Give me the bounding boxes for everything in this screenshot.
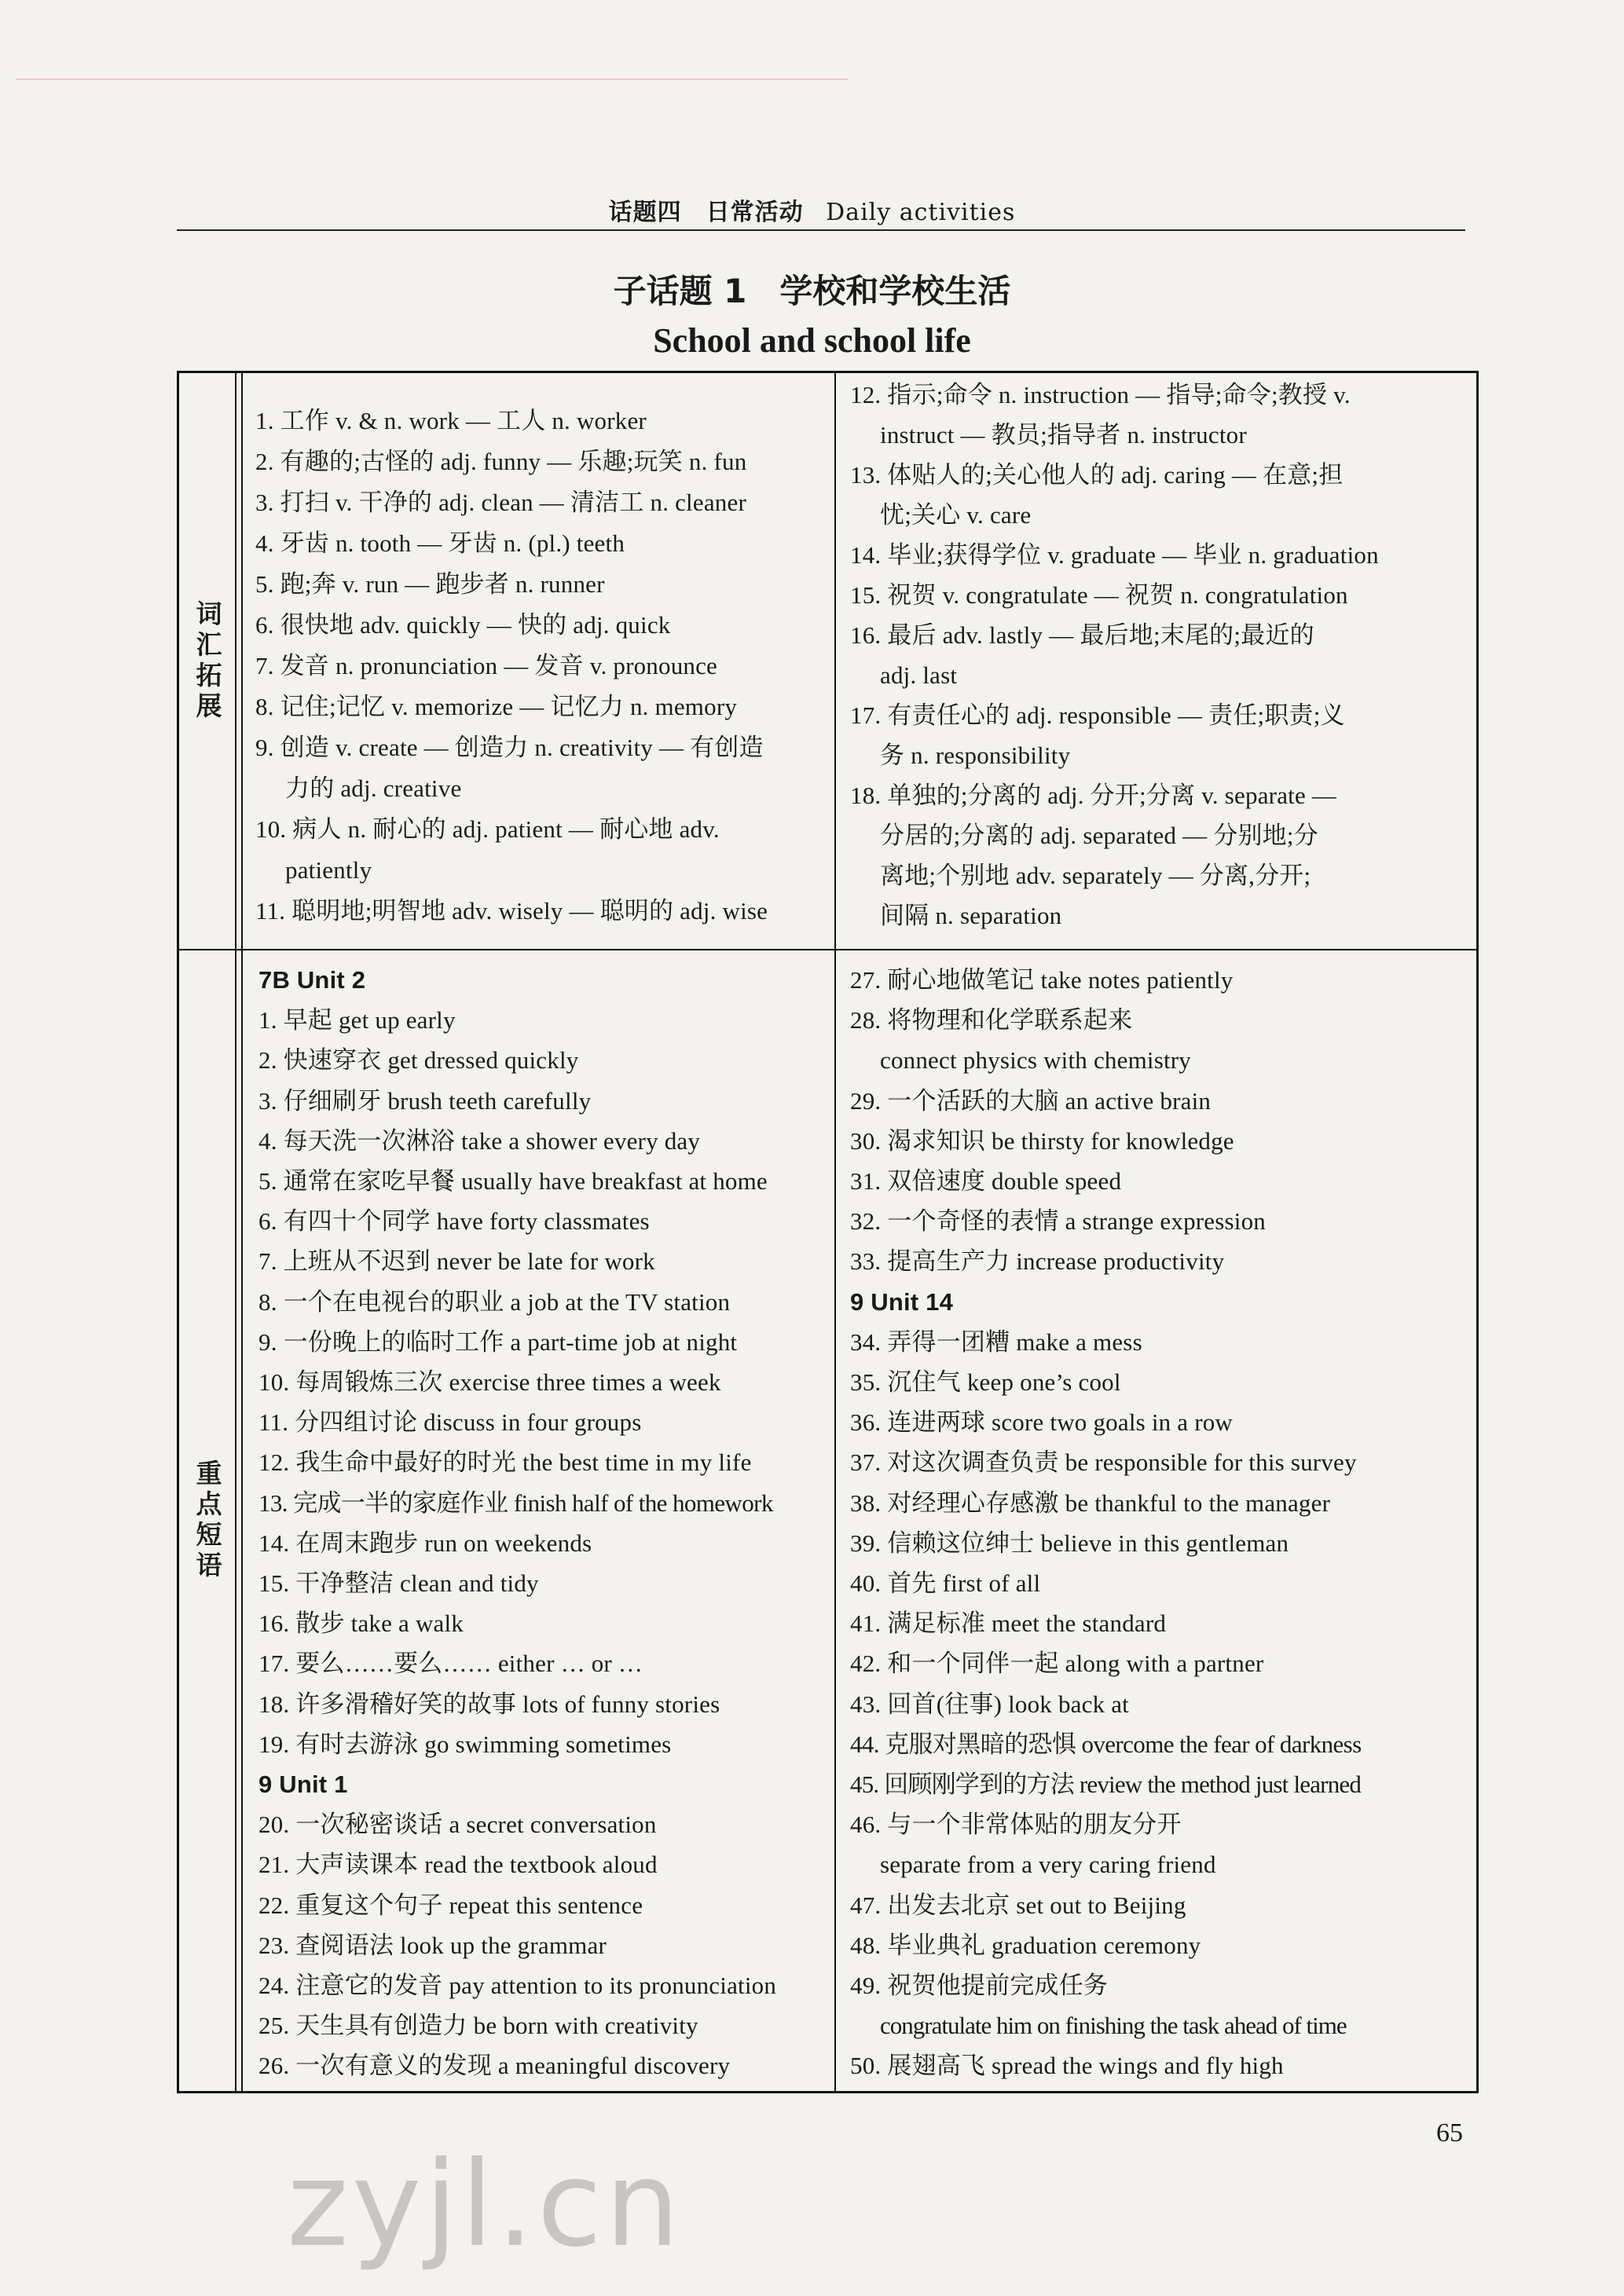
list-item: 29. 一个活跃的大脑 an active brain xyxy=(850,1086,1212,1115)
list-item: 2. 快速穿衣 get dressed quickly xyxy=(258,1046,579,1075)
list-item: 30. 渴求知识 be thirsty for knowledge xyxy=(850,1126,1234,1155)
list-item: 14. 在周末跑步 run on weekends xyxy=(258,1529,592,1557)
list-item: 15. 干净整洁 clean and tidy xyxy=(258,1569,539,1598)
list-item: 8. 一个在电视台的职业 a job at the TV station xyxy=(258,1287,731,1316)
list-item: 50. 展翅高飞 spread the wings and fly high xyxy=(850,2052,1284,2080)
list-item: separate from a very caring friend xyxy=(880,1851,1216,1879)
list-item: connect physics with chemistry xyxy=(880,1046,1191,1075)
list-item: 15. 祝贺 v. congratulate — 祝贺 n. congratulation xyxy=(850,581,1348,609)
list-item: 27. 耐心地做笔记 take notes patiently xyxy=(850,966,1234,994)
list-item: 43. 回首(往事) look back at xyxy=(850,1690,1129,1718)
list-item: 34. 弄得一团糟 make a mess xyxy=(850,1327,1142,1356)
list-item: 14. 毕业;获得学位 v. graduate — 毕业 n. graduation xyxy=(850,541,1379,569)
list-item: 13. 完成一半的家庭作业 finish half of the homework xyxy=(258,1489,773,1517)
watermark: zyjl.cn xyxy=(287,2137,684,2273)
list-item: 10. 每周锻炼三次 exercise three times a week xyxy=(258,1368,721,1397)
unit-heading: 9 Unit 14 xyxy=(850,1287,954,1316)
list-item: 11. 聪明地;明智地 adv. wisely — 聪明的 adj. wise xyxy=(255,897,768,925)
list-item: 10. 病人 n. 耐心的 adj. patient — 耐心地 adv. xyxy=(255,815,720,843)
list-item: 21. 大声读课本 read the textbook aloud xyxy=(258,1851,658,1879)
topic-en: Daily activities xyxy=(826,199,1016,226)
list-item: 18. 单独的;分离的 adj. 分开;分离 v. separate — xyxy=(850,782,1337,809)
list-item: 35. 沉住气 keep one’s cool xyxy=(850,1368,1121,1397)
list-item: 17. 有责任心的 adj. responsible — 责任;职责;义 xyxy=(850,701,1345,729)
list-item: 3. 打扫 v. 干净的 adj. clean — 清洁工 n. cleaner xyxy=(255,489,746,516)
list-item: patiently xyxy=(285,856,372,884)
list-item: 23. 查阅语法 look up the grammar xyxy=(258,1931,607,1959)
list-item: 38. 对经理心存感激 be thankful to the manager xyxy=(850,1489,1331,1517)
list-item: 46. 与一个非常体贴的朋友分开 xyxy=(850,1811,1182,1839)
phrases-label-text: 重点短语 xyxy=(192,1459,223,1582)
title-cn: 子话题 1 学校和学校生活 xyxy=(613,272,1011,310)
list-item: 8. 记住;记忆 v. memorize — 记忆力 n. memory xyxy=(255,693,738,720)
page-number: 65 xyxy=(1436,2118,1463,2148)
list-item: 3. 仔细刷牙 brush teeth carefully xyxy=(258,1086,592,1115)
column-divider xyxy=(236,950,243,2091)
list-item: 17. 要么……要么…… either … or … xyxy=(258,1650,643,1678)
list-item: 13. 体贴人的;关心他人的 adj. caring — 在意;担 xyxy=(850,461,1344,489)
page-edge xyxy=(16,79,849,80)
phrases-label xyxy=(179,950,236,2091)
list-item: 1. 早起 get up early xyxy=(258,1006,456,1034)
unit-heading: 9 Unit 1 xyxy=(258,1771,348,1799)
list-item: 5. 跑;奔 v. run — 跑步者 n. runner xyxy=(255,570,605,598)
list-item: 44. 克服对黑暗的恐惧 overcome the fear of darkness xyxy=(850,1730,1362,1758)
vocab-row xyxy=(179,373,1476,950)
list-item: 26. 一次有意义的发现 a meaningful discovery xyxy=(258,2052,731,2080)
list-item: 务 n. responsibility xyxy=(880,742,1071,769)
list-item: 12. 指示;命令 n. instruction — 指导;命令;教授 v. xyxy=(850,381,1351,408)
list-item: 4. 牙齿 n. tooth — 牙齿 n. (pl.) teeth xyxy=(255,529,625,557)
running-head xyxy=(0,192,1624,227)
list-item: 28. 将物理和化学联系起来 xyxy=(850,1006,1133,1034)
list-item: 离地;个别地 adv. separately — 分离,分开; xyxy=(880,862,1311,889)
list-item: 42. 和一个同伴一起 along with a partner xyxy=(850,1650,1264,1678)
list-item: 2. 有趣的;古怪的 adj. funny — 乐趣;玩笑 n. fun xyxy=(255,448,747,475)
content-table xyxy=(177,371,1479,2093)
list-item: 16. 最后 adv. lastly — 最后地;末尾的;最近的 xyxy=(850,621,1314,649)
list-item: 1. 工作 v. & n. work — 工人 n. worker xyxy=(255,407,647,434)
title-en: School and school life xyxy=(653,321,971,360)
column-divider xyxy=(236,373,243,949)
list-item: 9. 一份晚上的临时工作 a part-time job at night xyxy=(258,1327,738,1356)
list-item: 分居的;分离的 adj. separated — 分别地;分 xyxy=(880,822,1318,849)
list-item: 24. 注意它的发音 pay attention to its pronunciation xyxy=(258,1972,777,2000)
list-item: 49. 祝贺他提前完成任务 xyxy=(850,1972,1109,2000)
vocab-right xyxy=(836,373,1479,949)
list-item: 45. 回顾刚学到的方法 review the method just learned xyxy=(850,1771,1362,1799)
list-item: 力的 adj. creative xyxy=(285,774,462,802)
list-item: congratulate him on finishing the task ahead of time xyxy=(880,2012,1347,2040)
vocab-left xyxy=(243,373,836,949)
header-rule xyxy=(177,229,1465,231)
list-item: 11. 分四组讨论 discuss in four groups xyxy=(258,1408,642,1437)
list-item: 4. 每天洗一次淋浴 take a shower every day xyxy=(258,1126,701,1155)
vocab-label-text: 词汇拓展 xyxy=(192,599,223,723)
list-item: 36. 连进两球 score two goals in a row xyxy=(850,1408,1234,1437)
list-item: 间隔 n. separation xyxy=(880,902,1062,929)
list-item: 12. 我生命中最好的时光 the best time in my life xyxy=(258,1448,752,1477)
list-item: 9. 创造 v. create — 创造力 n. creativity — 有创造 xyxy=(255,734,764,761)
list-item: 18. 许多滑稽好笑的故事 lots of funny stories xyxy=(258,1690,720,1718)
unit-heading: 7B Unit 2 xyxy=(258,966,366,994)
phrases-row xyxy=(179,950,1476,2091)
list-item: 6. 很快地 adv. quickly — 快的 adj. quick xyxy=(255,611,671,639)
phrases-left xyxy=(243,950,836,2091)
list-item: adj. last xyxy=(880,661,958,689)
list-item: 19. 有时去游泳 go swimming sometimes xyxy=(258,1730,672,1758)
list-item: 25. 天生具有创造力 be born with creativity xyxy=(258,2012,698,2040)
list-item: 7. 发音 n. pronunciation — 发音 v. pronounce xyxy=(255,652,718,679)
list-item: 5. 通常在家吃早餐 usually have breakfast at home xyxy=(258,1167,768,1196)
list-item: 48. 毕业典礼 graduation ceremony xyxy=(850,1931,1201,1959)
list-item: 6. 有四十个同学 have forty classmates xyxy=(258,1207,650,1236)
list-item: 忧;关心 v. care xyxy=(880,501,1032,529)
list-item: 16. 散步 take a walk xyxy=(258,1609,464,1638)
list-item: 41. 满足标准 meet the standard xyxy=(850,1609,1167,1638)
topic-cn: 话题四 日常活动 xyxy=(608,199,804,226)
vocab-label xyxy=(179,373,236,949)
list-item: 31. 双倍速度 double speed xyxy=(850,1167,1122,1196)
list-item: 40. 首先 first of all xyxy=(850,1569,1041,1598)
list-item: 37. 对这次调查负责 be responsible for this survey xyxy=(850,1448,1357,1477)
list-item: instruct — 教员;指导者 n. instructor xyxy=(880,421,1247,449)
phrases-right xyxy=(836,950,1479,2091)
list-item: 33. 提高生产力 increase productivity xyxy=(850,1247,1225,1276)
list-item: 20. 一次秘密谈话 a secret conversation xyxy=(258,1811,657,1839)
list-item: 32. 一个奇怪的表情 a strange expression xyxy=(850,1207,1267,1236)
list-item: 39. 信赖这位绅士 believe in this gentleman xyxy=(850,1529,1289,1557)
list-item: 47. 出发去北京 set out to Beijing xyxy=(850,1891,1186,1919)
list-item: 22. 重复这个句子 repeat this sentence xyxy=(258,1891,643,1919)
list-item: 7. 上班从不迟到 never be late for work xyxy=(258,1247,655,1276)
